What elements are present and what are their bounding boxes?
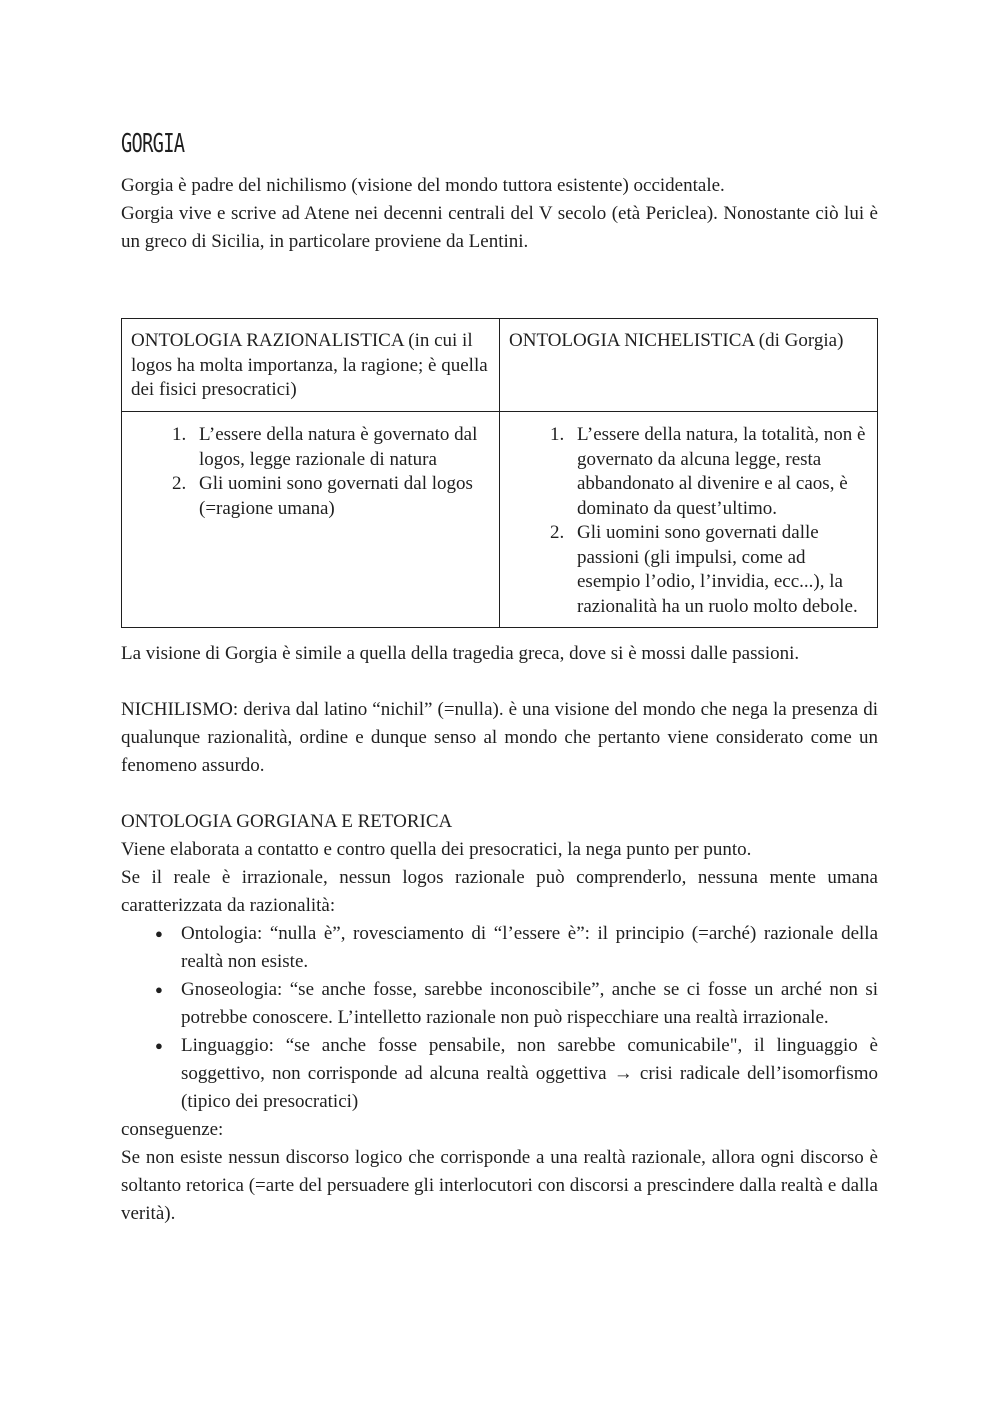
section-heading: ONTOLOGIA GORGIANA E RETORICA [121, 811, 453, 832]
page-title: GORGIA [121, 129, 185, 159]
bullet-text: Gnoseologia: “se anche fosse, sarebbe inconoscibile”, anche se ci fosse un arché non si potrebbe conoscere. L’intelletto razionale non può rispecchiare una realtà irrazionale. [181, 979, 878, 1028]
spacer [121, 780, 878, 808]
table-header-row [122, 319, 878, 412]
bullet-text: Ontologia: “nulla è”, rovesciamento di “l’essere è”: il principio (=arché) razionale della realtà non esiste. [181, 923, 878, 972]
list-item: 2. Gli uomini sono governati dalle passioni (gli impulsi, come ad esempio l’odio, l’invidia, ecc...), la razionalità ha un ruolo molto debole. [569, 521, 869, 619]
nihilism-definition: NICHILISMO: deriva dal latino “nichil” (=nulla). è una visione del mondo che nega la presenza di qualunque razionalità, ordine e dunque senso al mondo che pertanto viene considerato come un fenomeno assurdo. [121, 699, 878, 776]
intro-line-1: Gorgia è padre del nichilismo (visione del mondo tuttora esistente) occidentale. [121, 175, 725, 196]
bullet-icon: ● [155, 926, 163, 941]
table-cell-rationalistic [122, 412, 500, 628]
consequences-label: conseguenze: [121, 1119, 224, 1140]
bullet-text: Linguaggio: “se anche fosse pensabile, non sarebbe comunicabile", il linguaggio è soggettivo, non corrisponde ad alcuna realtà oggettiva → crisi radicale dell’isomorfismo (tipico dei presocratici) [181, 1035, 878, 1112]
section-line-1: Viene elaborata a contatto e contro quella dei presocratici, la nega punto per punto. [121, 839, 752, 860]
list-item: 1. L’essere della natura, la totalità, non è governato da alcuna legge, resta abbandonato al divenire e al caos, è dominato da quest’ultimo. [569, 423, 869, 521]
bullet-item-language [155, 1032, 878, 1116]
spacer [121, 256, 878, 318]
bullet-item-ontology [155, 920, 878, 976]
nihilistic-list [509, 423, 869, 619]
table-header-rationalistic: ONTOLOGIA RAZIONALISTICA (in cui il logos ha molta importanza, la ragione; è quella dei fisici presocratici) [122, 319, 500, 412]
list-item: 1. L’essere della natura è governato dal logos, legge razionale di natura [191, 423, 491, 472]
table-cell-nihilistic [500, 412, 878, 628]
ontology-comparison-table [121, 318, 878, 628]
spacer [121, 628, 878, 640]
section-line-2: Se il reale è irrazionale, nessun logos razionale può comprenderlo, nessuna mente umana caratterizzata da razionalità: [121, 867, 878, 916]
rationalistic-list [131, 423, 491, 521]
table-header-nihilistic: ONTOLOGIA NICHELISTICA (di Gorgia) [500, 319, 878, 412]
spacer [121, 668, 878, 696]
bullet-icon: ● [155, 1038, 163, 1053]
bullet-icon: ● [155, 982, 163, 997]
intro-line-2: Gorgia vive e scrive ad Atene nei decenni centrali del V secolo (età Periclea). Nonostante ciò lui è un greco di Sicilia, in particolare proviene da Lentini. [121, 203, 878, 252]
consequences-text: Se non esiste nessun discorso logico che corrisponde a una realtà razionale, allora ogni discorso è soltanto retorica (=arte del persuadere gli interlocutori con discorsi a prescindere dalla realtà e dalla verità). [121, 1147, 878, 1224]
list-item: 2. Gli uomini sono governati dal logos (=ragione umana) [191, 472, 491, 521]
table-body-row [122, 412, 878, 628]
bullet-list [121, 920, 878, 1116]
bullet-item-gnoseology [155, 976, 878, 1032]
document-page [121, 120, 878, 1228]
tragedy-sentence: La visione di Gorgia è simile a quella della tragedia greca, dove si è mossi dalle passioni. [121, 643, 800, 664]
